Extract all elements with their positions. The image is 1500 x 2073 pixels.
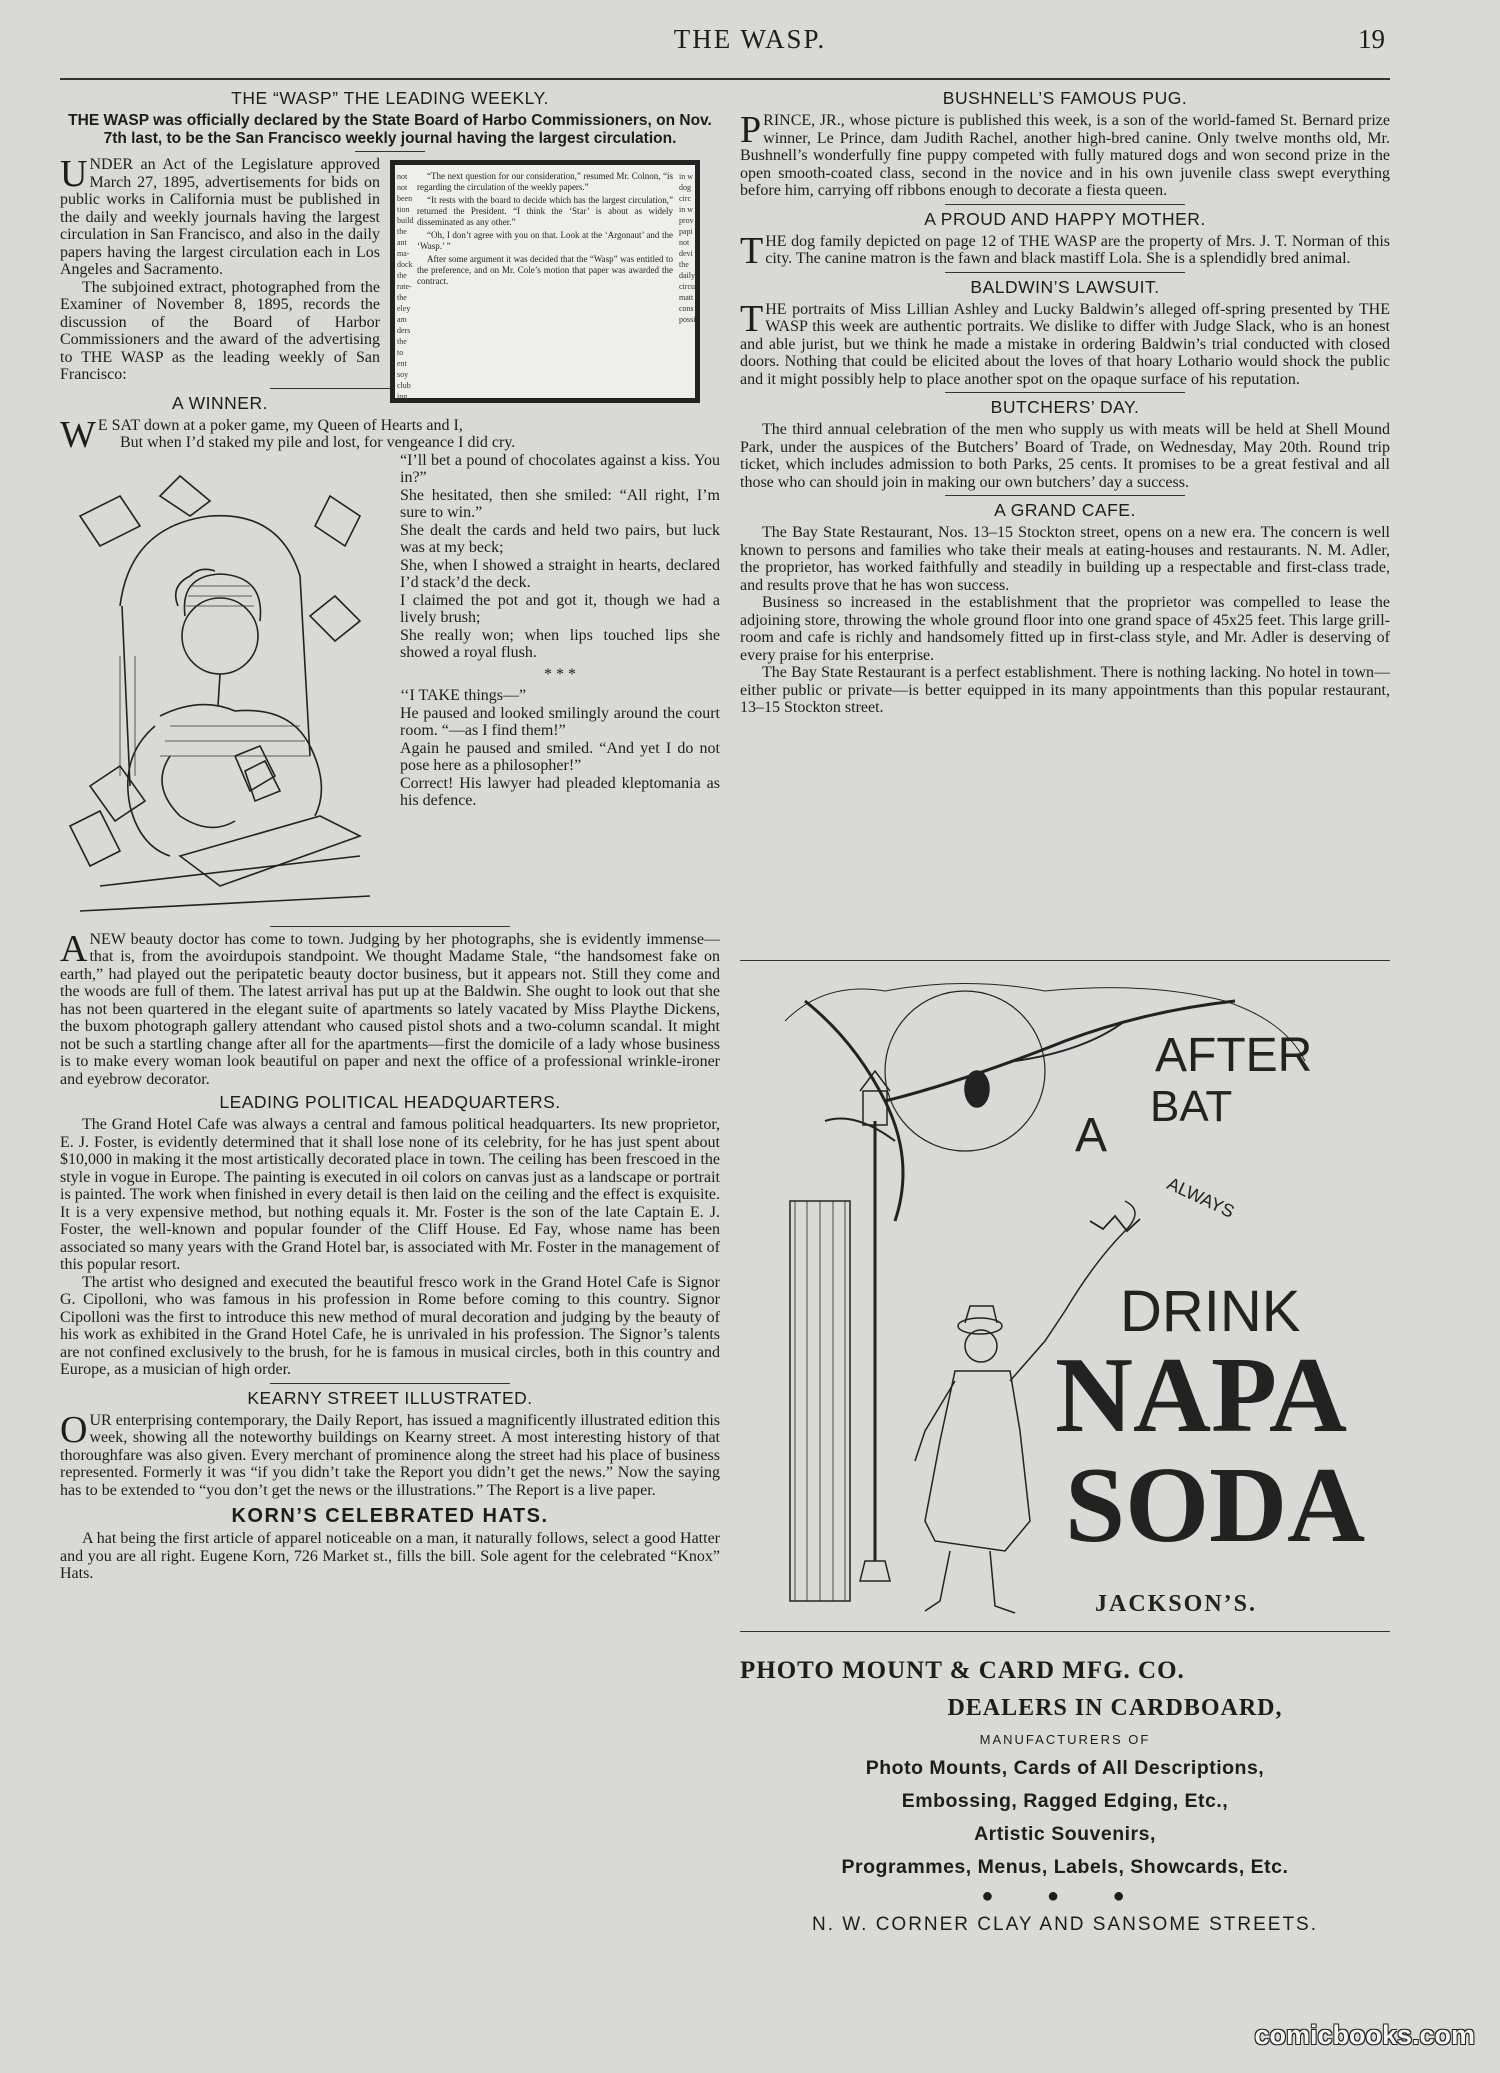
winner-poem bbox=[60, 413, 720, 810]
article-paragraph: Business so increased in the establishment that the proprietor was compelled to lease the adjoining store, throwing the whole ground floor into one grand space of 45x25 feet. This large grill-room and cafe is richly and handsomely fitted up in first-class style, and Mr. Adler is deserving of every praise for his enterprise. bbox=[740, 594, 1390, 664]
poem-line: “I’ll bet a pound of chocolates against a kiss. You in?” bbox=[400, 451, 720, 486]
baldwin-article: HE portraits of Miss Lillian Ashley and Lucky Baldwin’s alleged off-spring presented by THE WASP this week are authentic portraits. We dislike to differ with Judge Slack, who is an honest and able jurist, but we think he made a mistake in ordering Baldwin’s trial conducted with closed doors. Nothing that could be elicited about the loves of that hoary Lothario would shock the public and it might possibly help to place another spot on the opaque surface of his reputation. bbox=[740, 300, 1390, 388]
story-line: He paused and looked smilingly around the court room. “—as I find them!” bbox=[400, 704, 720, 739]
drop-cap: U bbox=[60, 153, 88, 195]
poem-line: But when I’d staked my pile and lost, for vengeance I did cry. bbox=[120, 434, 516, 451]
mother-heading: A PROUD AND HAPPY MOTHER. bbox=[924, 208, 1206, 229]
dealers-line: DEALERS IN CARDBOARD, bbox=[947, 1695, 1283, 1721]
wasp-weekly-heading: THE “WASP” THE LEADING WEEKLY. bbox=[231, 88, 549, 108]
article-paragraph: The subjoined extract, photographed from the Examiner of November 8, 1895, records the discussion of the Board of Harbor Commissioners and the award of the advertising to THE WASP as the leading weekly of San Francisco: bbox=[60, 278, 380, 383]
korn-heading: KORN’S CELEBRATED HATS. bbox=[231, 1505, 549, 1527]
drop-cap: W bbox=[60, 413, 96, 456]
mother-article: HE dog family depicted on page 12 of THE WASP are the property of Mrs. J. T. Norman of this city. The canine matron is the fawn and black mastiff Lola. She is a splendidly bred animal. bbox=[765, 232, 1390, 267]
kearny-heading: KEARNY STREET ILLUSTRATED. bbox=[247, 1387, 533, 1408]
cafe-heading: A GRAND CAFE. bbox=[994, 500, 1136, 520]
drop-cap: T bbox=[740, 229, 764, 272]
beauty-article: NEW beauty doctor has come to town. Judging by her photographs, she is evidently immense—that is, from the avoirdupois standpoint. We thought Madame Stale, “the handsomest fake on earth,” had played out the peripatetic beauty doctor business, but it appears not. Still they come and the woods are full of them. The latest arrival has put up at the Baldwin. She ought to look out that she has not been quartered in the elegant suite of apartments so lately vacated by Miss Playthe Dickens, the buxom photograph gallery attendant who caused pistol shots and a two-column scandal. It might not be such a startling change after all for the apartments—first the domicile of a lady whose business is to make every woman look beautiful on paper and next the office of a professional wrinkle-ironer and eyebrow decorator. bbox=[60, 930, 720, 1088]
left-column bbox=[60, 84, 720, 1583]
clipping-paragraph: After some argument it was decided that the “Wasp” was entitled to the preference, and on Mr. Cole’s motion that paper was awarded the contract. bbox=[417, 254, 673, 286]
divider bbox=[945, 204, 1185, 205]
product-line: Artistic Souvenirs, bbox=[974, 1823, 1156, 1845]
story-line: ‘‘I TAKE things—” bbox=[400, 687, 527, 704]
right-column bbox=[740, 84, 1390, 717]
napa-soda-artwork bbox=[765, 961, 1365, 1631]
baldwin-heading: BALDWIN’S LAWSUIT. bbox=[970, 276, 1160, 297]
jacksons-word: JACKSON’S. bbox=[1095, 1591, 1258, 1617]
clipping-paragraph: “The next question for our consideration,” resumed Mr. Colnon, “is regarding the circulation of the weekly papers.” bbox=[417, 171, 673, 192]
butchers-heading: BUTCHERS’ DAY. bbox=[990, 397, 1140, 417]
clipping-paragraph: “Oh, I don’t agree with you on that. Look at the ‘Argonaut’ and the ‘Wasp.’ ” bbox=[417, 230, 673, 251]
winner-heading: A WINNER. bbox=[172, 392, 268, 413]
article-paragraph: The Grand Hotel Cafe was always a central and famous political headquarters. Its new proprietor, E. J. Foster, is evidently determined that it shall lose none of its celebrity, for he has just spent about $10,000 in making it the most artistically decorated place in town. The ceiling has been frescoed in the style in vogue in Europe. The painting is executed in oil colors on canvas just as a landscape or portrait is painted. The work when finished in every detail is then laid on the ceiling and the effect is exquisite. It is a very expensive method, but nothing equals it. Mr. Foster is the son of the late Captain E. J. Foster, the well-known and popular founder of the Cliff House. Ed Fay, whose name has been associated so many years with the Grand Hotel bar, is associated with Mr. Foster in the management of this popular resort. bbox=[60, 1116, 720, 1273]
drop-cap: T bbox=[740, 297, 764, 340]
poker-lady-illustration bbox=[60, 456, 390, 926]
butchers-article: The third annual celebration of the men who supply us with meats will be held at Shell Mound Park, under the auspices of the Butchers’ Board of Trade, on Wednesday, May 20th. Round trip ticket, which includes admission to both Parks, 25 cents. It promises to be a great festival and all those who can should join in making our own butchers’ day a success. bbox=[740, 421, 1390, 491]
wasp-weekly-subhead: THE WASP was officially declared by the State Board of Harbo Commissioners, on Nov. 7th last, to be the San Francisco weekly journal having the largest circulation. bbox=[68, 112, 712, 147]
clipping-right-fragment: in w dog circ in w prov papi not devi the daily circu matt cons possi bbox=[679, 172, 696, 324]
manufacturers-line: MANUFACTURERS OF bbox=[979, 1732, 1151, 1747]
section-stars: * * * bbox=[544, 665, 576, 683]
napa-soda-advertisement bbox=[740, 960, 1390, 1632]
always-word: ALWAYS bbox=[1164, 1173, 1238, 1222]
poem-line: She, when I showed a straight in hearts, declared I’d stack’d the deck. bbox=[400, 556, 720, 591]
article-paragraph: NDER an Act of the Legislature approved March 27, 1895, advertisements for bids on public works in California must be published in the daily and weekly journals having the largest circulation in San Francisco, and also in the daily papers having the largest circulation each in Los Angeles and Sacramento. bbox=[60, 156, 380, 278]
drink-word: DRINK bbox=[1120, 1279, 1301, 1344]
pug-article: RINCE, JR., whose picture is published this week, is a son of the world-famed St. Bernard prize winner, Le Prince, dam Judith Rachel, another high-bred canine. Only twelve months old, Mr. Bushnell’s wonderfully fine puppy competed with fully matured dogs and won second prize in the open smooth-coated class, second in the novice and in his own juvenile class swept everything before him, carrying off ribbons enough to decorate a fiesta queen. bbox=[740, 112, 1390, 199]
photo-mount-advertisement bbox=[740, 1645, 1390, 1936]
story-line: Again he paused and smiled. “And yet I do not pose here as a philosopher!” bbox=[400, 739, 720, 774]
drop-cap: P bbox=[740, 109, 762, 151]
wasp-weekly-article bbox=[60, 153, 720, 401]
divider bbox=[270, 1383, 510, 1384]
political-heading: LEADING POLITICAL HEADQUARTERS. bbox=[219, 1092, 561, 1112]
article-paragraph: The artist who designed and executed the beautiful fresco work in the Grand Hotel Cafe is Signor G. Cipolloni, who was famous in his profession in Rome before coming to this country. Signor Cipolloni was the first to introduce this new method of mural decoration and judging by the beauty of his work as exhibited in the Grand Hotel Cafe, he is unrivaled in his profession. The Signor’s talents are not confined exclusively to the brush, for he is famous in musical circles, both in this country and Europe, as a musician of high order. bbox=[60, 1273, 720, 1378]
page-number: 19 bbox=[1358, 24, 1385, 54]
divider bbox=[355, 151, 425, 152]
article-paragraph: The Bay State Restaurant is a perfect establishment. There is nothing lacking. No hotel in town—either public or private—is better equipped in its many appointments than this popular restaurant, 13–15 Stockton street. bbox=[740, 664, 1390, 716]
examiner-clipping bbox=[390, 160, 700, 403]
divider bbox=[945, 495, 1185, 496]
poem-line: She dealt the cards and held two pairs, but luck was at my beck; bbox=[400, 521, 720, 556]
napa-word: NAPA bbox=[1055, 1336, 1347, 1455]
drop-cap: A bbox=[60, 927, 88, 970]
poker-lady-drawing bbox=[60, 456, 390, 926]
product-line: Photo Mounts, Cards of All Descriptions, bbox=[865, 1757, 1265, 1779]
poem-line: She hesitated, then she smiled: “All right, I’m sure to win.” bbox=[400, 486, 720, 521]
story-line: Correct! His lawyer had pleaded kleptomania as his defence. bbox=[400, 774, 720, 809]
kearny-article: UR enterprising contemporary, the Daily Report, has issued a magnificently illustrated edition this week, showing all the noteworthy buildings on Kearny street. A most interesting history of that thoroughfare was also given. Every merchant of prominence along the street had his place of business represented. Formerly it was “if you didn’t take the Report you didn’t get the news.” Now the saying has to be extended to “you don’t get the news or the illustrations.” The Report is a live paper. bbox=[60, 1411, 720, 1499]
clipping-paragraph: “It rests with the board to decide which has the largest circulation,” returned the President. “I think the ‘Star’ is about as widely disseminated as any other.” bbox=[417, 195, 673, 227]
poem-line: I claimed the pot and got it, though we had a lively brush; bbox=[400, 591, 720, 626]
clipping-left-fragment: not not been tion build the ant ma- dock the rate- the eley am ders the to ent soy club ing bbox=[397, 172, 414, 401]
company-address: N. W. CORNER CLAY AND SANSOME STREETS. bbox=[811, 1914, 1319, 1935]
publication-title: THE WASP. bbox=[673, 24, 827, 54]
bat-word: BAT bbox=[1150, 1082, 1233, 1131]
pug-heading: BUSHNELL’S FAMOUS PUG. bbox=[942, 88, 1188, 108]
korn-article: A hat being the first article of apparel noticeable on a man, it naturally follows, select a good Hatter and you are all right. Eugene Korn, 726 Market st., fills the bill. Sole agent for the celebrated “Knox” Hats. bbox=[60, 1530, 720, 1582]
poem-line: She really won; when lips touched lips she showed a royal flush. bbox=[400, 626, 720, 661]
a-word: A bbox=[1075, 1109, 1108, 1162]
divider bbox=[945, 272, 1185, 273]
poem-line: E SAT down at a poker game, my Queen of Hearts and I, bbox=[97, 416, 463, 434]
ad-bottom-rule bbox=[740, 1631, 1390, 1632]
masthead bbox=[0, 22, 1500, 62]
masthead-rule bbox=[60, 78, 1390, 80]
after-word: AFTER bbox=[1155, 1029, 1313, 1082]
article-paragraph: The Bay State Restaurant, Nos. 13–15 Stockton street, opens on a new era. The concern is well known to persons and families who take their meals at eating-houses and restaurants. N. M. Adler, the proprietor, has worked faithfully and steadily in building up a respectable and first-class trade, and results prove that he has won success. bbox=[740, 524, 1390, 594]
divider bbox=[945, 392, 1185, 393]
watermark: comicbooks.com bbox=[1254, 2020, 1475, 2050]
ornament-dots: ● ● ● bbox=[981, 1885, 1149, 1907]
soda-word: SODA bbox=[1065, 1446, 1366, 1565]
product-line: Programmes, Menus, Labels, Showcards, Etc. bbox=[841, 1856, 1289, 1878]
company-name: PHOTO MOUNT & CARD MFG. CO. bbox=[740, 1657, 1185, 1684]
drop-cap: O bbox=[60, 1408, 88, 1451]
product-line: Embossing, Ragged Edging, Etc., bbox=[901, 1790, 1229, 1812]
